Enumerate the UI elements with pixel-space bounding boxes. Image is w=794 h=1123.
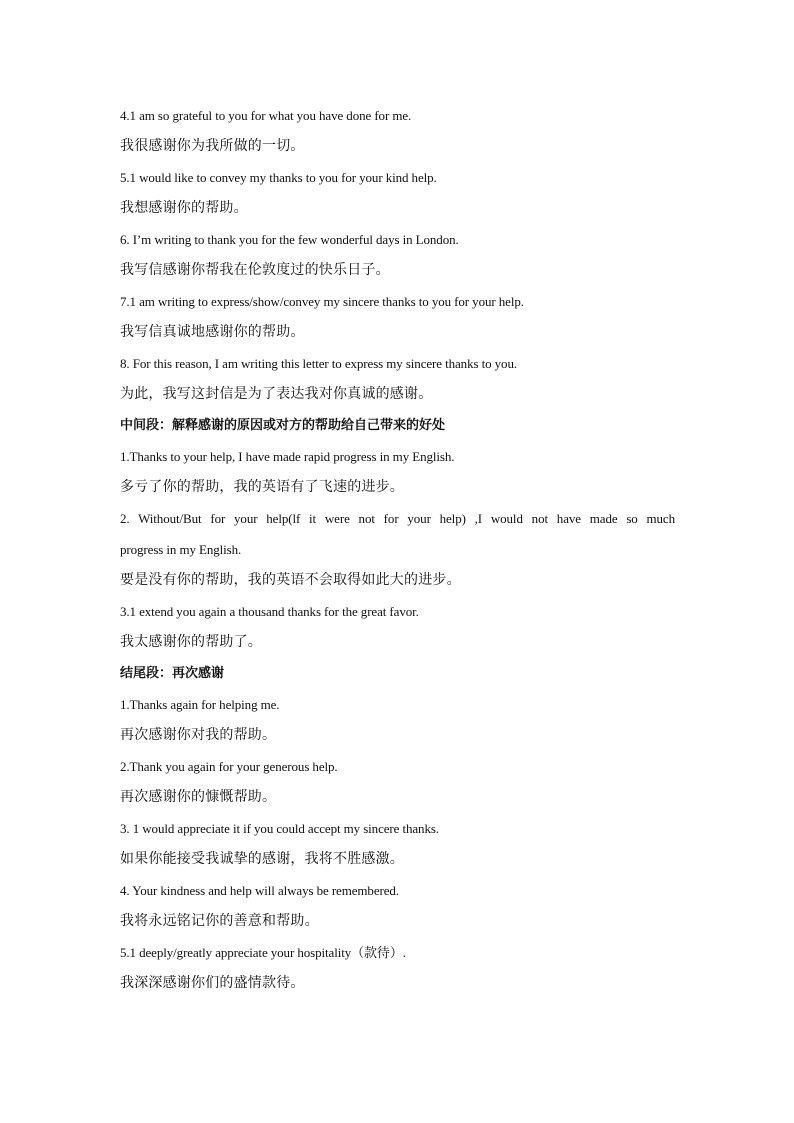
sentence-en: 5.1 would like to convey my thanks to you for your kind help. [120,170,437,185]
sentence-zh: 我很感谢你为我所做的一切。 [120,138,305,154]
sentence-zh: 我太感谢你的帮助了。 [120,634,262,650]
sentence-en-line1: 2. Without/But for your help(lf it were not for your help) ,I would not have made so much [120,511,675,526]
sentence-en: 5.1 deeply/greatly appreciate your hospitality（款待）. [120,945,406,960]
sentence-zh: 我想感谢你的帮助。 [120,200,248,216]
sentence-zh: 我写信真诚地感谢你的帮助。 [120,324,305,340]
sentence-en: 2.Thank you again for your generous help. [120,759,338,774]
sentence-en: 1.Thanks again for helping me. [120,697,280,712]
section-heading-closing: 结尾段：再次感谢 [120,666,225,681]
sentence-zh: 再次感谢你对我的帮助。 [120,727,277,743]
sentence-en-line2: progress in my English. [120,542,242,557]
sentence-zh: 再次感谢你的慷慨帮助。 [120,789,277,805]
sentence-en: 3. 1 would appreciate it if you could accept my sincere thanks. [120,821,439,836]
sentence-en: 4. Your kindness and help will always be remembered. [120,883,399,898]
sentence-en: 8. For this reason, I am writing this letter to express my sincere thanks to you. [120,356,517,371]
sentence-en: 3.1 extend you again a thousand thanks for the great favor. [120,604,419,619]
sentence-zh: 为此，我写这封信是为了表达我对你真诚的感谢。 [120,386,433,402]
document-content [120,100,675,999]
sentence-zh: 多亏了你的帮助，我的英语有了飞速的进步。 [120,479,404,495]
sentence-zh: 我将永远铭记你的善意和帮助。 [120,913,319,929]
sentence-zh: 如果你能接受我诚挚的感谢，我将不胜感激。 [120,851,404,867]
sentence-en: 1.Thanks to your help, I have made rapid progress in my English. [120,449,455,464]
sentence-zh: 要是没有你的帮助，我的英语不会取得如此大的进步。 [120,572,461,588]
section-heading-middle: 中间段：解释感谢的原因或对方的帮助给自己带来的好处 [120,418,446,433]
sentence-en: 6. I’m writing to thank you for the few wonderful days in London. [120,232,459,247]
sentence-zh: 我写信感谢你帮我在伦敦度过的快乐日子。 [120,262,390,278]
sentence-en: 4.1 am so grateful to you for what you have done for me. [120,108,412,123]
sentence-zh: 我深深感谢你们的盛情款待。 [120,975,305,991]
sentence-en: 7.1 am writing to express/show/convey my sincere thanks to you for your help. [120,294,524,309]
